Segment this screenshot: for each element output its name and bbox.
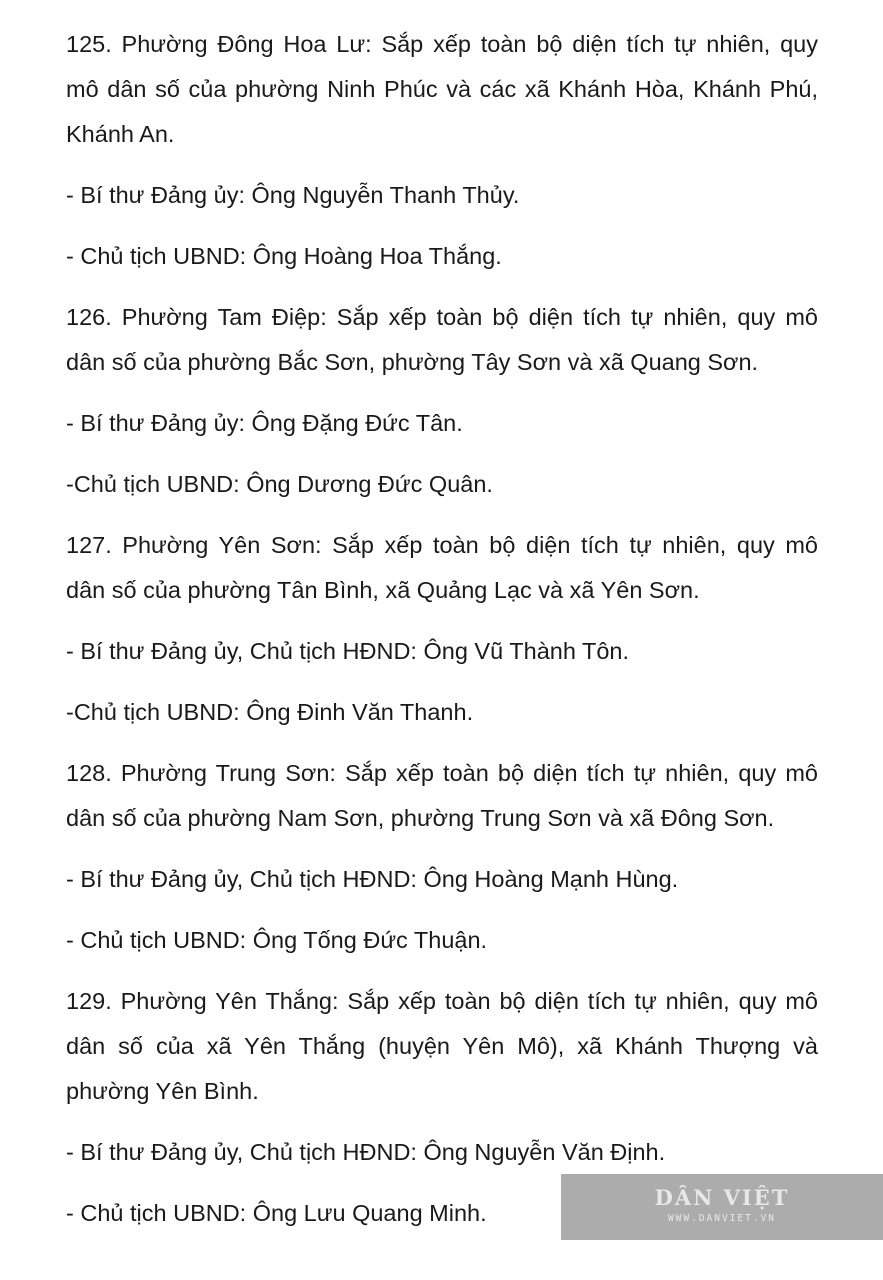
watermark-logo: DÂN VIỆT <box>654 1185 790 1210</box>
chairman-line: -Chủ tịch UBND: Ông Đinh Văn Thanh. <box>66 699 474 725</box>
entry-heading-line: dân số của phường Bắc Sơn, phường Tây Sơn và xã Quang Sơn. <box>66 349 759 375</box>
entry-heading-line: Khánh An. <box>66 121 175 147</box>
watermark-url: WWW.DANVIET.VN <box>667 1213 777 1224</box>
document-body <box>66 22 818 1236</box>
chairman-line: - Chủ tịch UBND: Ông Lưu Quang Minh. <box>66 1200 487 1226</box>
entry-heading-line: dân số của xã Yên Thắng (huyện Yên Mô), xã Khánh Thượng và <box>66 1033 818 1059</box>
entry-heading-line: 128. Phường Trung Sơn: Sắp xếp toàn bộ diện tích tự nhiên, quy mô <box>66 760 818 786</box>
chairman-line: - Chủ tịch UBND: Ông Tống Đức Thuận. <box>66 927 488 953</box>
ward-entry-128 <box>66 751 818 979</box>
party-secretary-line: - Bí thư Đảng ủy, Chủ tịch HĐND: Ông Vũ Thành Tôn. <box>66 638 630 664</box>
party-secretary-line: - Bí thư Đảng ủy, Chủ tịch HĐND: Ông Hoàng Mạnh Hùng. <box>66 866 679 892</box>
party-secretary-line: - Bí thư Đảng ủy: Ông Nguyễn Thanh Thủy. <box>66 182 520 208</box>
ward-entry-126 <box>66 295 818 523</box>
entry-heading-line: 127. Phường Yên Sơn: Sắp xếp toàn bộ diện tích tự nhiên, quy mô <box>66 532 818 558</box>
entry-heading-line: 125. Phường Đông Hoa Lư: Sắp xếp toàn bộ diện tích tự nhiên, quy <box>66 31 818 57</box>
ward-entry-127 <box>66 523 818 751</box>
chairman-line: - Chủ tịch UBND: Ông Hoàng Hoa Thắng. <box>66 243 502 269</box>
entry-heading-line: mô dân số của phường Ninh Phúc và các xã Khánh Hòa, Khánh Phú, <box>66 76 818 102</box>
party-secretary-line: - Bí thư Đảng ủy: Ông Đặng Đức Tân. <box>66 410 463 436</box>
entry-heading-line: phường Yên Bình. <box>66 1078 259 1104</box>
entry-heading-line: dân số của phường Tân Bình, xã Quảng Lạc và xã Yên Sơn. <box>66 577 700 603</box>
entry-heading-line: 129. Phường Yên Thắng: Sắp xếp toàn bộ diện tích tự nhiên, quy mô <box>66 988 818 1014</box>
danviet-watermark <box>561 1174 883 1240</box>
entry-heading-line: dân số của phường Nam Sơn, phường Trung Sơn và xã Đông Sơn. <box>66 805 775 831</box>
entry-heading-line: 126. Phường Tam Điệp: Sắp xếp toàn bộ diện tích tự nhiên, quy mô <box>66 304 818 330</box>
party-secretary-line: - Bí thư Đảng ủy, Chủ tịch HĐND: Ông Nguyễn Văn Định. <box>66 1139 666 1165</box>
ward-entry-125 <box>66 22 818 295</box>
chairman-line: -Chủ tịch UBND: Ông Dương Đức Quân. <box>66 471 493 497</box>
